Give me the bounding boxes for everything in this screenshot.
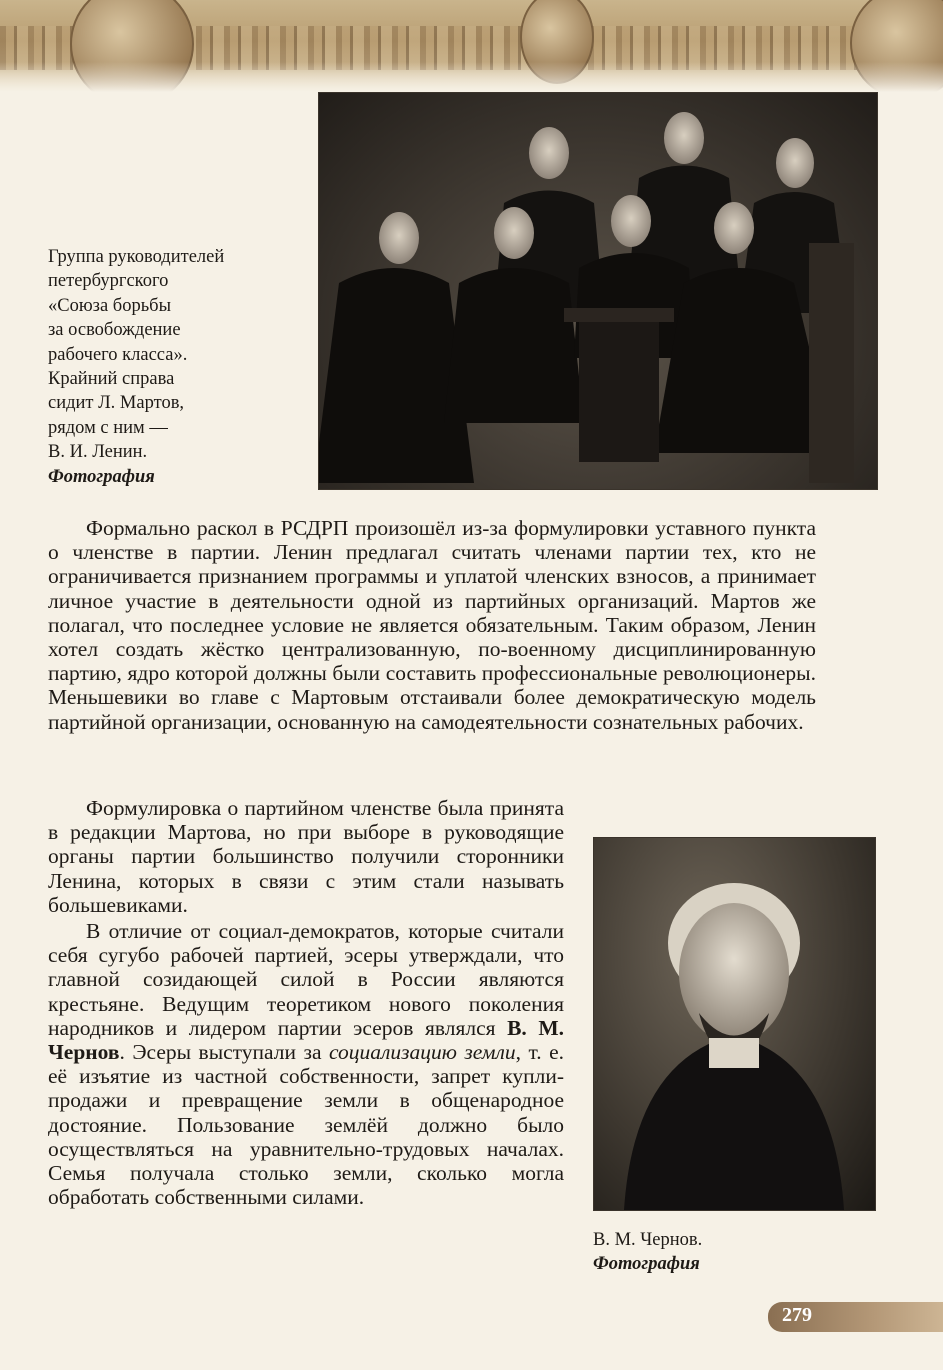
chernov-name-bold: В. М. Чернов [48, 1015, 564, 1065]
chernov-portrait [593, 837, 876, 1211]
paragraph-esers: В отличие от социал-демократов, которые считали себя сугубо рабочей партией, эсеры утверждали, что главной созидающей силой в России являются крестьяне. Ведущим теоретиком нового поколения народников и лидером партии эсеров являлся В. М. Чернов. Эсеры выступали за социализацию земли, т. е. её изъятие из частной собственности, запрет купли-продажи и превращение земли в общенародное достояние. Пользование землёй должно было осуществляться на уравнительно-трудовых началах. Семья получала столько земли, сколько могла обработать собственными силами. [48, 919, 565, 1210]
caption-line: «Союза борьбы [48, 295, 171, 316]
caption-line: за освобождение [48, 320, 181, 341]
group-photograph-figures [319, 93, 877, 489]
chernov-caption [593, 1228, 853, 1277]
caption-label: Фотография [48, 466, 155, 487]
caption-line: рабочего класса». [48, 344, 188, 365]
caption-line: рядом с ним — [48, 417, 168, 438]
group-photograph [318, 92, 878, 490]
decorative-header-band [0, 0, 943, 92]
group-photo-caption [48, 245, 308, 489]
paragraph-membership: Формулировка о партийном членстве была принята в редакции Мартова, но при выборе в руководящие органы партии большинство получили сторонники Ленина, которых в связи с этим стали называть большевиками. [48, 796, 564, 917]
paragraph-schism: Формально раскол в РСДРП произошёл из-за формулировки уставного пункта о членстве в партии. Ленин предлагал считать членами партии тех, кто не ограничивается признанием программы и уплатой членских взносов, а принимает личное участие в деятельности одной из партийных организаций. Мартов же полагал, что последнее условие не является обязательным. Таким образом, Ленин хотел создать жёстко централизованную, по-военному дисциплинированную партию, ядро которой должны были составить профессиональные революционеры. Меньшевики во главе с Мартовым отстаивали более демократическую модель партийной организации, основанную на самодеятельности сознательных рабочих. [48, 516, 816, 734]
text-column [48, 796, 564, 1209]
caption-line: Крайний справа [48, 369, 175, 390]
caption-line: В. И. Ленин. [48, 442, 148, 463]
chernov-portrait-figure [594, 838, 875, 1210]
caption-line: петербургского [48, 271, 169, 292]
caption-line: Группа руководителей [48, 247, 225, 267]
caption-line: сидит Л. Мартов, [48, 393, 185, 414]
socialization-term: социализацию земли [328, 1040, 516, 1065]
caption-name: В. М. Чернов. [593, 1230, 703, 1250]
caption-label: Фотография [593, 1254, 700, 1275]
page-number: 279 [782, 1304, 812, 1326]
